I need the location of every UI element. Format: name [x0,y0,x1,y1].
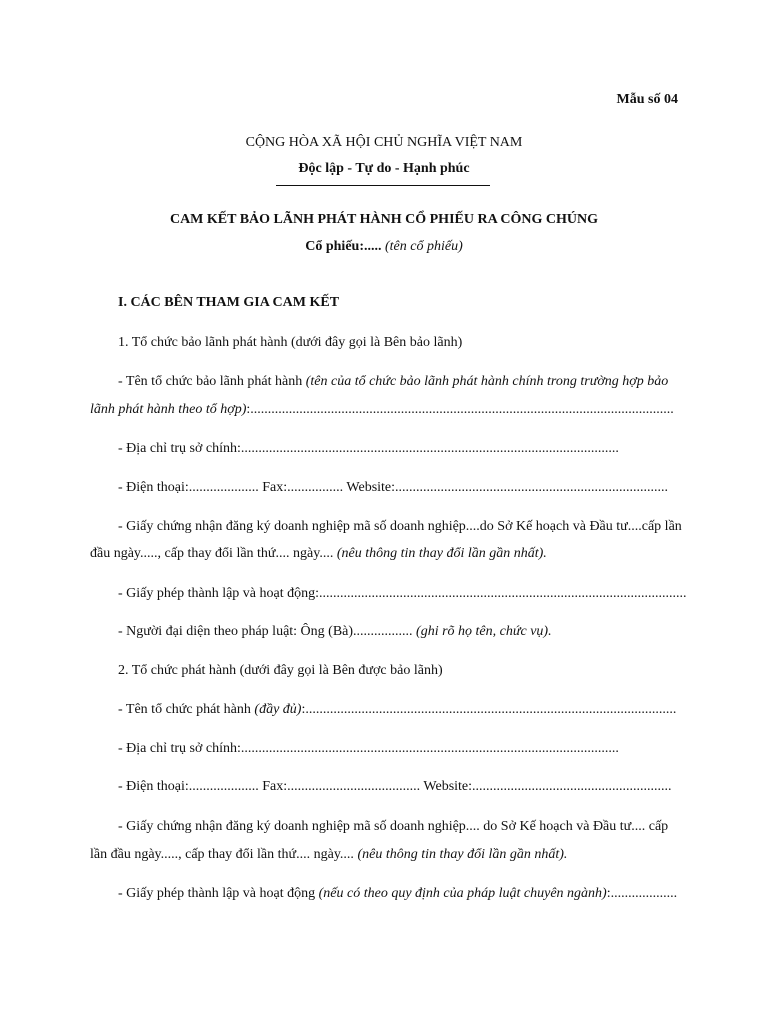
guarantor-name-label: - Tên tổ chức bảo lãnh phát hành [118,374,306,389]
guarantor-name-hint-1: (tên của tổ chức bảo lãnh phát hành chính trong trường hợp bảo [305,374,669,389]
issuer-license [90,885,704,903]
stock-hint: (tên cổ phiếu) [381,239,463,254]
issuer-address: - Địa chỉ trụ sở chính:............................................................................................................ [118,741,619,756]
guarantor-name-hint-2: lãnh phát hành theo tổ hợp) [90,402,247,417]
document-title: CAM KẾT BẢO LÃNH PHÁT HÀNH CỔ PHIẾU RA CÔNG CHÚNG [169,212,599,227]
guarantor-license: - Giấy phép thành lập và hoạt động:......................................................................................................... [118,586,687,601]
issuer-phone-fax-website: - Điện thoại:.................... Fax:...................................... Website:......................................................... [118,779,672,794]
issuer-name-dots: :.......................................................................................................... [301,702,677,717]
issuer-cert-line-1: - Giấy chứng nhận đăng ký doanh nghiệp mã số doanh nghiệp.... do Sở Kế hoạch và Đầu tư.... cấp [118,819,669,834]
stock-line [0,239,768,255]
issuer-cert-line-2 [90,846,676,864]
motto-heading: Độc lập - Tự do - Hạnh phúc [298,161,470,176]
issuer-name-hint: (đầy đủ) [254,702,302,717]
issuer-license-dots: :................... [606,886,678,901]
guarantor-cert-hint: (nêu thông tin thay đổi lần gần nhất). [336,546,547,561]
guarantor-name-dots: :......................................................................................................................... [246,402,674,417]
guarantor-name-line-2 [90,401,676,419]
guarantor-name-line-1 [90,373,704,391]
section-1-heading: I. CÁC BÊN THAM GIA CAM KẾT [118,295,340,310]
guarantor-representative [90,623,704,641]
guarantor-heading: 1. Tổ chức bảo lãnh phát hành (dưới đây gọi là Bên bảo lãnh) [118,335,463,350]
nation-heading: CỘNG HÒA XÃ HỘI CHỦ NGHĨA VIỆT NAM [245,135,523,150]
guarantor-cert-line-2 [90,545,676,563]
stock-label: Cổ phiếu:..... [305,239,382,254]
guarantor-phone-fax-website: - Điện thoại:.................... Fax:................ Website:.............................................................................. [118,480,669,495]
issuer-name-label: - Tên tổ chức phát hành [118,702,255,717]
issuer-cert-dates: lần đầu ngày....., cấp thay đổi lần thứ.... ngày.... [90,847,358,862]
representative-label: - Người đại diện theo pháp luật: Ông (Bà)................. [118,624,417,639]
issuer-license-hint: (nếu có theo quy định của pháp luật chuyên ngành) [318,886,607,901]
issuer-heading: 2. Tổ chức phát hành (dưới đây gọi là Bên được bảo lãnh) [118,663,443,678]
guarantor-cert-dates: đầu ngày....., cấp thay đổi lần thứ.... ngày.... [90,546,337,561]
guarantor-address: - Địa chỉ trụ sở chính:............................................................................................................ [118,441,619,456]
issuer-cert-hint: (nêu thông tin thay đổi lần gần nhất). [357,847,568,862]
form-number: Mẫu số 04 [616,92,678,107]
issuer-license-label: - Giấy phép thành lập và hoạt động [118,886,319,901]
issuer-name [90,701,704,719]
representative-hint: (ghi rõ họ tên, chức vụ). [416,624,552,639]
motto-underline [276,185,490,186]
guarantor-cert-line-1: - Giấy chứng nhận đăng ký doanh nghiệp mã số doanh nghiệp....do Sở Kế hoạch và Đầu tư....cấp lần [118,519,682,534]
